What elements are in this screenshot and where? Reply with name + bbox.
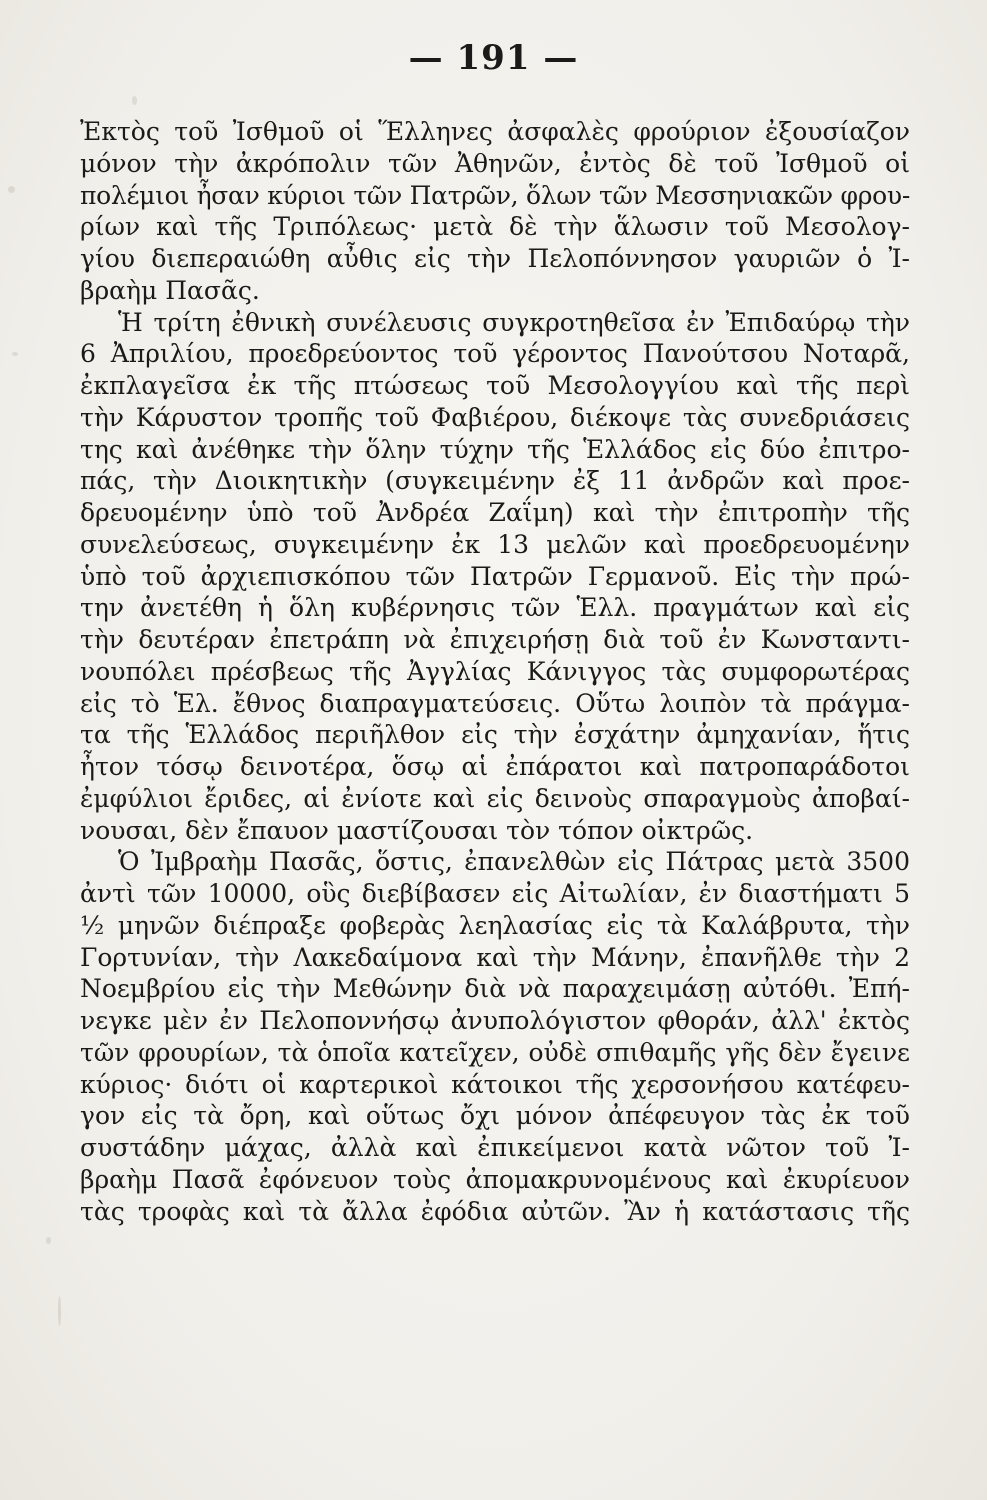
text-line: ἐκπλαγεῖσα ἐκ τῆς πτώσεως τοῦ Μεσολογγίου καὶ τῆς περὶ	[80, 371, 910, 400]
text-line: βραὴμ Πασᾶ ἐφόνευον τοὺς ἀπομακρυνομένους καὶ ἐκυρίευον	[80, 1164, 910, 1194]
text-line: της καὶ ἀνέθηκε τὴν ὅλην τύχην τῆς Ἑλλάδος εἰς δύο ἐπιτρο-	[80, 434, 910, 464]
text-line: 6 Ἀπριλίου, προεδρεύοντος τοῦ γέροντος Πανούτσου Νοταρᾶ,	[80, 339, 910, 369]
text-line: νουσαι, δὲν ἔπαυον μαστίζουσαι τὸν τόπον οἰκτρῶς.	[80, 815, 754, 845]
text-line: γίου διεπεραιώθη αὖθις εἰς τὴν Πελοπόννησον γαυριῶν ὁ Ἰ-	[80, 244, 910, 273]
text-line: ὑπὸ τοῦ ἀρχιεπισκόπου τῶν Πατρῶν Γερμανοῦ. Εἰς τὴν πρώ-	[80, 561, 910, 591]
text-line: Ἐκτὸς τοῦ Ἰσθμοῦ οἱ Ἕλληνες ἀσφαλὲς φρούριον ἐξουσίαζον	[80, 117, 910, 146]
text-line: ἦτον τόσῳ δεινοτέρα, ὅσῳ αἱ ἐπάρατοι καὶ πατροπαράδοτοι	[80, 752, 910, 781]
text-line: κύριος· διότι οἱ καρτερικοὶ κάτοικοι τῆς χερσονήσου κατέφευ-	[80, 1069, 910, 1099]
page-stain	[8, 186, 15, 193]
text-line: ἐμφύλιοι ἔριδες, αἱ ἐνίοτε καὶ εἰς δεινοὺς σπαραγμοὺς ἀποβαί-	[80, 783, 910, 813]
text-line: τῶν φρουρίων, τὰ ὁποῖα κατεῖχεν, οὐδὲ σπιθαμῆς γῆς δὲν ἔγεινε	[80, 1037, 910, 1067]
page-stain	[132, 96, 137, 105]
text-line: συστάδην μάχας, ἀλλὰ καὶ ἐπικείμενοι κατὰ νῶτον τοῦ Ἰ-	[80, 1133, 910, 1162]
text-line: τα τῆς Ἑλλάδος περιῆλθον εἰς τὴν ἐσχάτην ἀμηχανίαν, ἥτις	[80, 720, 910, 750]
page-number: — 191 —	[408, 38, 579, 78]
text-line: πολέμιοι ἦσαν κύριοι τῶν Πατρῶν, ὅλων τῶν Μεσσηνιακῶν φρου-	[80, 180, 910, 210]
page-stain	[12, 352, 18, 356]
text-line: γον εἰς τὰ ὄρη, καὶ οὕτως ὄχι μόνον ἀπέφευγον τὰς ἐκ τοῦ	[80, 1101, 910, 1131]
text-line: Ἡ τρίτη ἐθνικὴ συνέλευσις συγκροτηθεῖσα ἐν Ἐπιδαύρῳ τὴν	[118, 307, 910, 337]
text-line: ρίων καὶ τῆς Τριπόλεως· μετὰ δὲ τὴν ἅλωσιν τοῦ Μεσολογ-	[80, 212, 910, 242]
text-line: την ἀνετέθη ἡ ὅλη κυβέρνησις τῶν Ἑλλ. πραγμάτων καὶ εἰς	[80, 593, 910, 623]
text-line: τὰς τροφὰς καὶ τὰ ἄλλα ἐφόδια αὐτῶν. Ἂν ἡ κατάστασις τῆς	[80, 1196, 910, 1226]
text-line: βραὴμ Πασᾶς.	[80, 275, 260, 305]
text-line: Ὁ Ἰμβραὴμ Πασᾶς, ὅστις, ἐπανελθὼν εἰς Πάτρας μετὰ 3500	[118, 847, 910, 877]
text-line: τὴν Κάρυστον τροπῆς τοῦ Φαβιέρου, διέκοψε τὰς συνεδριάσεις	[80, 402, 910, 432]
text-line: δρευομένην ὑπὸ τοῦ Ἀνδρέα Ζαΐμη) καὶ τὴν ἐπιτροπὴν τῆς	[80, 498, 910, 527]
text-line: νεγκε μὲν ἐν Πελοποννήσῳ ἀνυπολόγιστον φθοράν, ἀλλ' ἐκτὸς	[80, 1006, 910, 1035]
body-text	[80, 116, 910, 1227]
text-line: μόνον τὴν ἀκρόπολιν τῶν Ἀθηνῶν, ἐντὸς δὲ τοῦ Ἰσθμοῦ οἱ	[80, 148, 910, 178]
text-line: Γορτυνίαν, τὴν Λακεδαίμονα καὶ τὴν Μάνην, ἐπανῆλθε τὴν 2	[80, 942, 910, 972]
text-line: τὴν δευτέραν ἐπετράπη νὰ ἐπιχειρήσῃ διὰ τοῦ ἐν Κωνσταντι-	[80, 625, 910, 654]
text-line: συνελεύσεως, συγκειμένην ἐκ 13 μελῶν καὶ προεδρευομένην	[80, 529, 910, 559]
page-stain	[46, 1237, 51, 1244]
text-line: εἰς τὸ Ἑλ. ἔθνος διαπραγματεύσεις. Οὕτω λοιπὸν τὰ πράγμα-	[80, 688, 910, 718]
text-line: Νοεμβρίου εἰς τὴν Μεθώνην διὰ νὰ παραχειμάσῃ αὐτόθι. Ἐπή-	[80, 974, 910, 1004]
text-line: ½ μηνῶν διέπραξε φοβερὰς λεηλασίας εἰς τὰ Καλάβρυτα, τὴν	[80, 910, 910, 940]
text-line: νουπόλει πρέσβεως τῆς Ἀγγλίας Κάνιγγος τὰς συμφορωτέρας	[80, 656, 910, 686]
page-stain	[58, 1296, 61, 1326]
text-line: ἀντὶ τῶν 10000, οὓς διεβίβασεν εἰς Αἰτωλίαν, ἐν διαστήματι 5	[80, 879, 910, 908]
text-line: πάς, τὴν Διοικητικὴν (συγκειμένην ἐξ 11 ἀνδρῶν καὶ προε-	[80, 466, 910, 496]
